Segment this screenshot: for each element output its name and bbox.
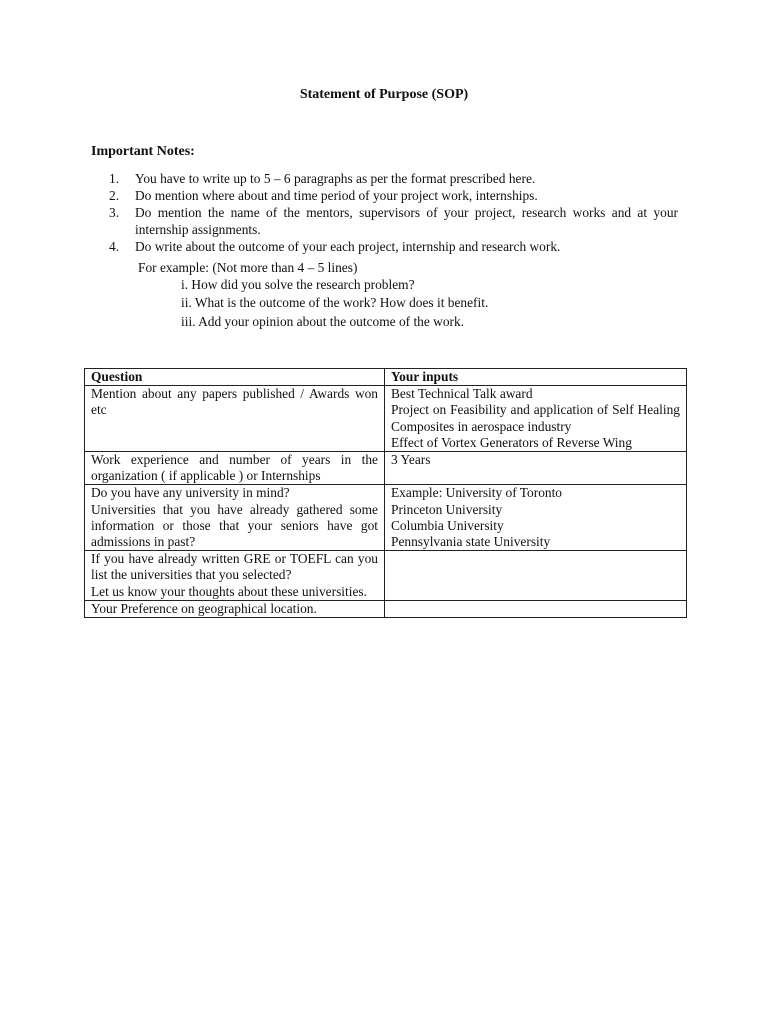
note-text: Do mention where about and time period of your project work, internships. bbox=[135, 188, 538, 203]
note-item bbox=[109, 187, 678, 204]
note-item bbox=[109, 204, 678, 238]
document-title: Statement of Purpose (SOP) bbox=[299, 87, 469, 102]
question-text: Work experience and number of years in the organization ( if applicable ) or Internships bbox=[91, 452, 378, 484]
question-cell bbox=[85, 386, 385, 452]
answer-text: Pennsylvania state University bbox=[391, 534, 551, 550]
answer-text: Effect of Vortex Generators of Reverse Wing bbox=[391, 434, 632, 450]
note-number: 2. bbox=[109, 188, 120, 203]
note-number: 4. bbox=[109, 239, 120, 254]
answer-text: Best Technical Talk award bbox=[391, 386, 533, 402]
note-text: You have to write up to 5 – 6 paragraphs as per the format prescribed here. bbox=[135, 171, 536, 186]
question-cell bbox=[85, 551, 385, 601]
answer-cell-empty[interactable] bbox=[385, 551, 687, 601]
table-row bbox=[85, 600, 687, 617]
note-number: 1. bbox=[109, 171, 120, 186]
note-text: Do mention the name of the mentors, supervisors of your project, research works and at your internship assignments. bbox=[135, 205, 678, 237]
notes-heading: Important Notes: bbox=[91, 144, 195, 159]
question-text: Your Preference on geographical location. bbox=[91, 600, 317, 616]
table-row bbox=[85, 551, 687, 601]
answer-text: Princeton University bbox=[391, 501, 503, 517]
example-item: iii. Add your opinion about the outcome of the work. bbox=[181, 314, 465, 329]
answer-cell-empty[interactable] bbox=[385, 600, 687, 617]
note-item bbox=[109, 170, 678, 187]
question-text: If you have already written GRE or TOEFL can you list the universities that you selected? bbox=[91, 551, 378, 583]
notes-list bbox=[109, 170, 678, 255]
sop-inputs-table bbox=[84, 368, 687, 618]
table-row bbox=[85, 452, 687, 485]
question-cell bbox=[85, 600, 385, 617]
answer-cell[interactable] bbox=[385, 386, 687, 452]
example-lead: For example: (Not more than 4 – 5 lines) bbox=[138, 260, 358, 275]
question-cell bbox=[85, 485, 385, 551]
question-text: Let us know your thoughts about these universities. bbox=[91, 583, 367, 599]
question-text: Mention about any papers published / Awards won etc bbox=[91, 386, 378, 418]
example-item: ii. What is the outcome of the work? How does it benefit. bbox=[181, 295, 489, 310]
answer-text: Project on Feasibility and application of Self Healing Composites in aerospace industry bbox=[391, 402, 680, 434]
answer-text: 3 Years bbox=[391, 452, 431, 468]
question-text: Universities that you have already gathered some information or those that your seniors have got admissions in past? bbox=[91, 501, 378, 550]
table-row bbox=[85, 485, 687, 551]
answer-text: Example: University of Toronto bbox=[391, 485, 563, 501]
note-text: Do write about the outcome of your each project, internship and research work. bbox=[135, 239, 561, 254]
answer-text: Columbia University bbox=[391, 517, 504, 533]
table-row bbox=[85, 386, 687, 452]
note-number: 3. bbox=[109, 205, 120, 220]
column-header-inputs: Your inputs bbox=[385, 369, 687, 386]
note-item bbox=[109, 238, 678, 255]
answer-cell[interactable] bbox=[385, 452, 687, 485]
example-item: i. How did you solve the research problem? bbox=[181, 277, 415, 292]
table-header-row bbox=[85, 369, 687, 386]
column-header-question: Question bbox=[85, 369, 385, 386]
question-cell bbox=[85, 452, 385, 485]
answer-cell[interactable] bbox=[385, 485, 687, 551]
question-text: Do you have any university in mind? bbox=[91, 485, 290, 501]
